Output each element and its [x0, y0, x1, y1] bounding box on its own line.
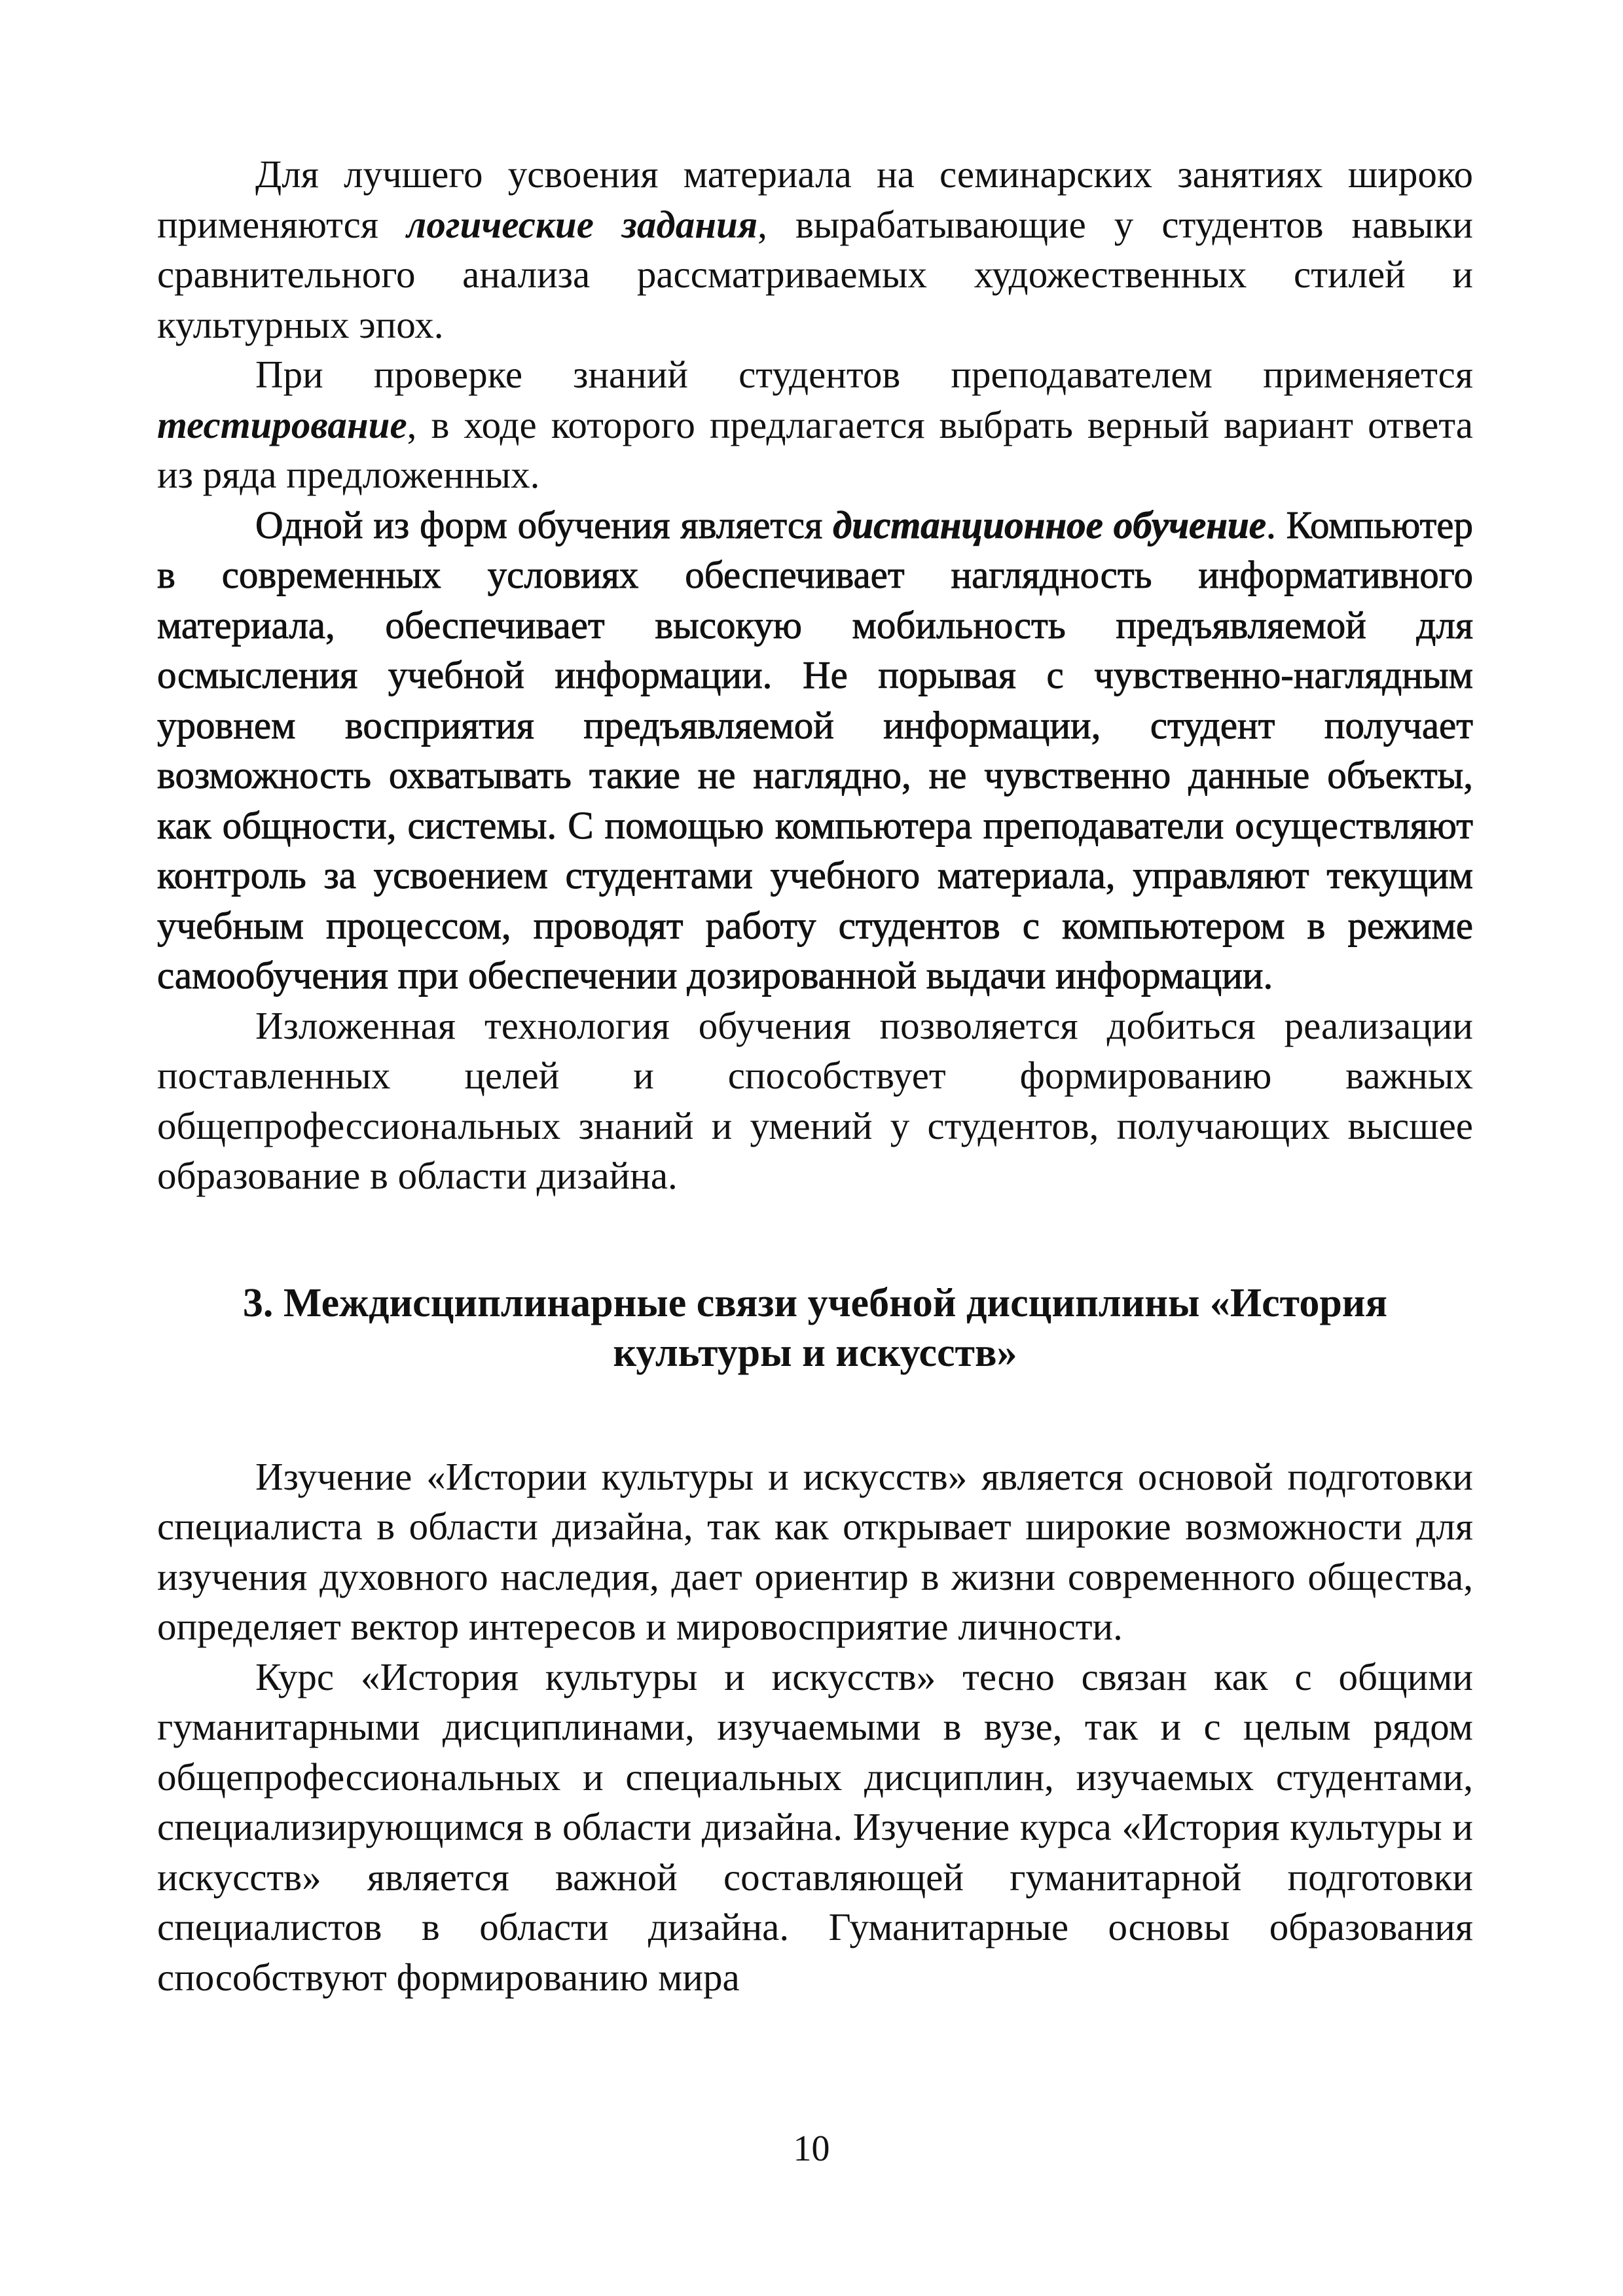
page-number: 10	[793, 2128, 830, 2169]
paragraph-text: . Компьютер в современных условиях обеспечивает наглядность информативного материала, обеспечивает высокую мобильность предъявляемой для осмысления учебной информации. Не порывая с чувственно-наглядным уровнем восприятия предъявляемой информации, студент получает возможность охватывать такие не наглядно, не чувственно данные объекты, как общности, системы. С помощью компьютера преподаватели осуществляют контроль за усвоением студентами учебного материала, управляют текущим учебным процессом, проводят работу студентов с компьютером в режиме самообучения при обеспечении дозированной выдачи информации.	[157, 503, 1473, 997]
paragraph-logical-tasks	[157, 149, 1473, 350]
paragraph-testing	[157, 350, 1473, 500]
paragraph-text: , вырабатывающие у студентов навыки сравнительного анализа рассматриваемых художественных стилей и культурных эпох.	[157, 202, 1473, 346]
paragraph-distance-learning	[157, 500, 1473, 1001]
paragraph-study-basis: Изучение «Истории культуры и искусств» является основой подготовки специалиста в области дизайна, так как открывает широкие возможности для изучения духовного наследия, дает ориентир в жизни современного общества, определяет вектор интересов и мировосприятие личности.	[157, 1454, 1473, 1648]
paragraph-technology: Изложенная технология обучения позволяется добиться реализации поставленных целей и способствует формированию важных общепрофессиональных знаний и умений у студентов, получающих высшее образование в области дизайна.	[157, 1003, 1473, 1197]
paragraph-text: Одной из форм обучения является	[255, 503, 833, 547]
paragraph-text: При проверке знаний студентов преподавателем применяется	[255, 353, 1473, 396]
paragraph-text: , в ходе которого предлагается выбрать верный вариант ответа из ряда предложенных.	[157, 403, 1473, 496]
section-heading-line1: 3. Междисциплинарные связи учебной дисциплины «История	[242, 1280, 1388, 1325]
emphasis-term: дистанционное обучение	[833, 503, 1266, 547]
section-heading-line2: культуры и искусств»	[613, 1331, 1017, 1375]
emphasis-term: логические задания	[407, 202, 758, 246]
paragraph-text: Для лучшего усвоения материала на семинарских занятиях широко применяются	[157, 152, 1473, 246]
document-page	[157, 149, 1473, 2002]
paragraph-course-links: Курс «История культуры и искусств» тесно связан как с общими гуманитарными дисциплинами, изучаемыми в вузе, так и с целым рядом общепрофессиональных и специальных дисциплин, изучаемых студентами, специализирующимся в области дизайна. Изучение курса «История культуры и искусств» является важной составляющей гуманитарной подготовки специалистов в области дизайна. Гуманитарные основы образования способствуют формированию мира	[157, 1655, 1473, 1999]
emphasis-term: тестирование	[157, 403, 407, 446]
section-heading	[157, 1278, 1473, 1378]
